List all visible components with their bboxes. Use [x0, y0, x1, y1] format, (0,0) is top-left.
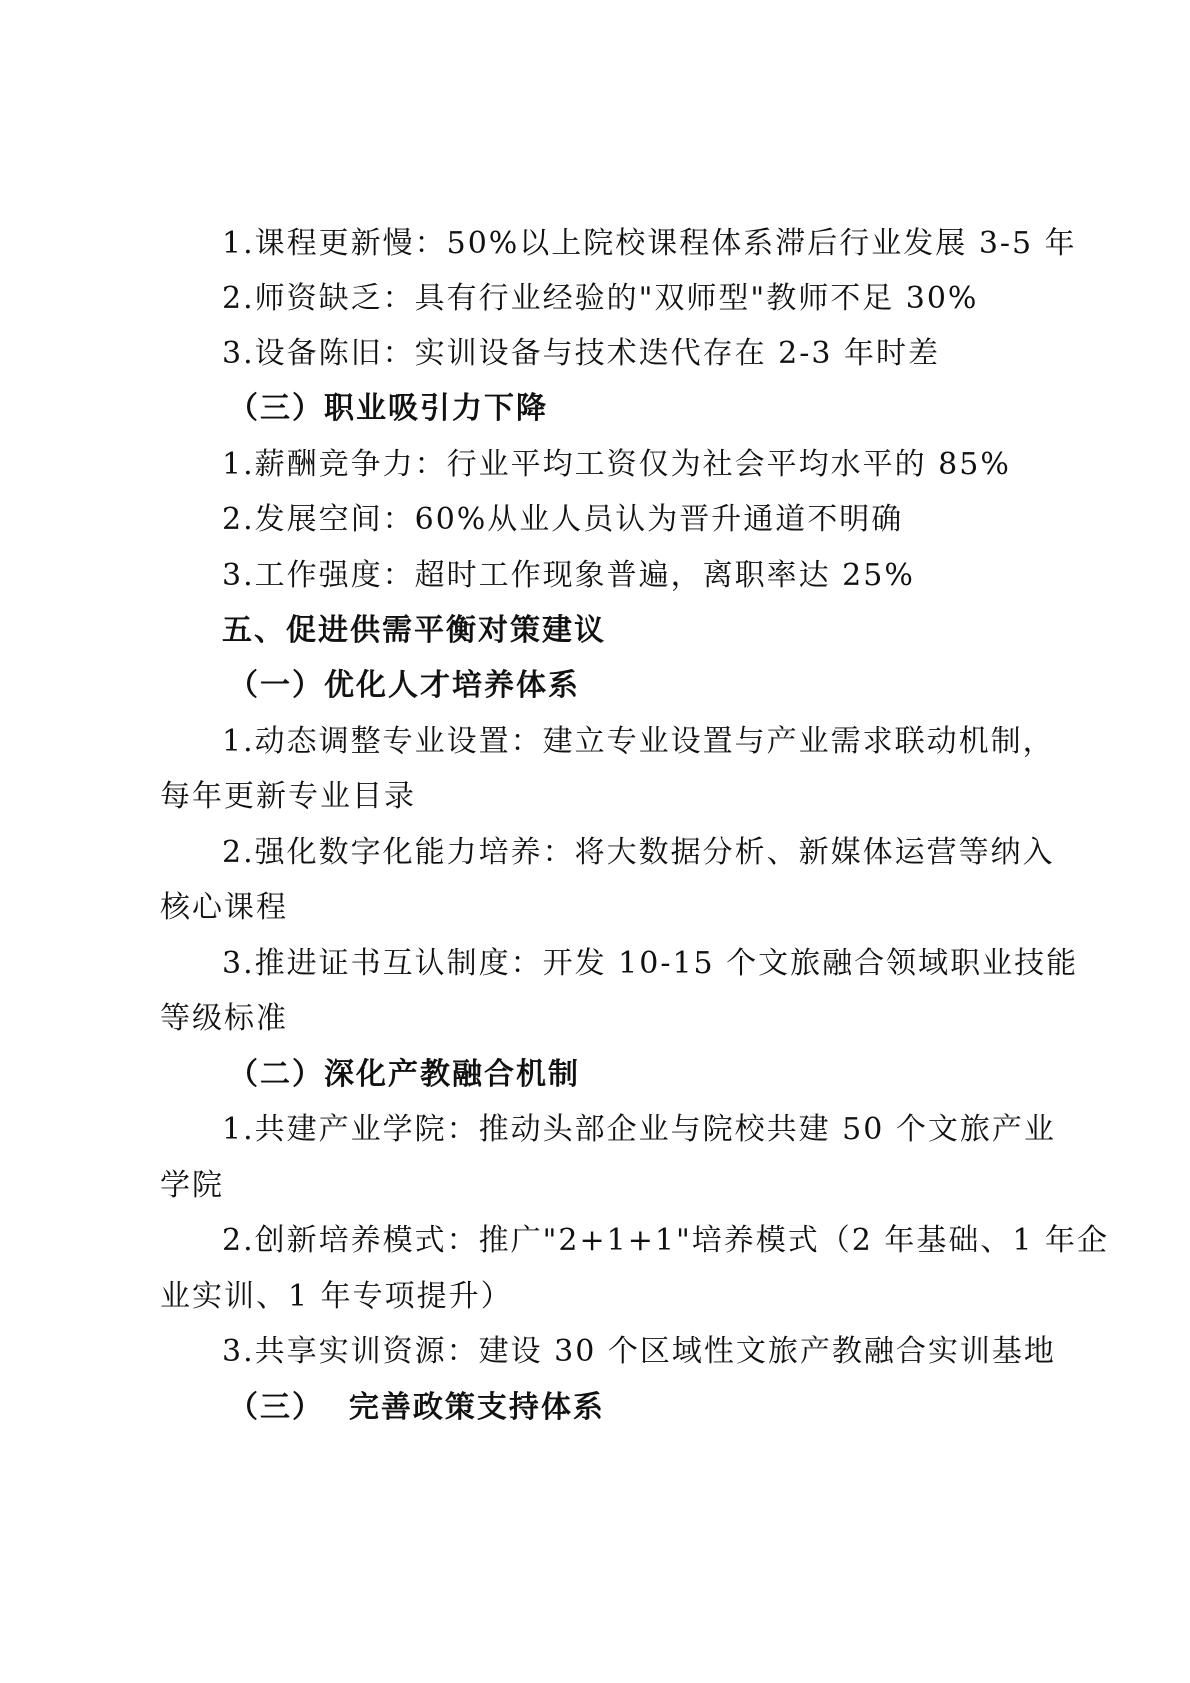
list-item-continuation: 学院	[160, 1168, 224, 1203]
list-item: 2.师资缺乏：具有行业经验的"双师型"教师不足 30%	[222, 281, 979, 316]
list-item: 1.课程更新慢：50%以上院校课程体系滞后行业发展 3-5 年	[222, 226, 1077, 261]
list-item: 2.强化数字化能力培养：将大数据分析、新媒体运营等纳入	[222, 835, 1055, 870]
list-item: 2.创新培养模式：推广"2+1+1"培养模式（2 年基础、1 年企	[222, 1223, 1110, 1258]
section-heading: （三） 完善政策支持体系	[228, 1390, 605, 1425]
list-item-continuation: 业实训、1 年专项提升）	[160, 1279, 513, 1314]
section-heading: （二）深化产教融合机制	[228, 1057, 580, 1092]
list-item: 1.动态调整专业设置：建立专业设置与产业需求联动机制，	[222, 724, 1055, 759]
list-item-continuation: 等级标准	[160, 1001, 288, 1036]
list-item: 3.推进证书互认制度：开发 10-15 个文旅融合领域职业技能	[222, 946, 1079, 981]
list-item-continuation: 核心课程	[160, 890, 288, 925]
section-heading: （一）优化人才培养体系	[228, 668, 580, 703]
list-item: 1.薪酬竞争力：行业平均工资仅为社会平均水平的 85%	[222, 447, 1011, 482]
list-item: 3.共享实训资源：建设 30 个区域性文旅产教融合实训基地	[222, 1334, 1056, 1369]
list-item: 1.共建产业学院：推动头部企业与院校共建 50 个文旅产业	[222, 1112, 1056, 1147]
list-item: 3.工作强度：超时工作现象普遍，离职率达 25%	[222, 558, 915, 593]
list-item: 2.发展空间：60%从业人员认为晋升通道不明确	[222, 502, 904, 537]
list-item: 3.设备陈旧：实训设备与技术迭代存在 2-3 年时差	[222, 336, 941, 371]
chapter-heading: 五、促进供需平衡对策建议	[222, 613, 606, 648]
list-item-continuation: 每年更新专业目录	[160, 779, 416, 814]
section-heading: （三）职业吸引力下降	[228, 391, 548, 426]
